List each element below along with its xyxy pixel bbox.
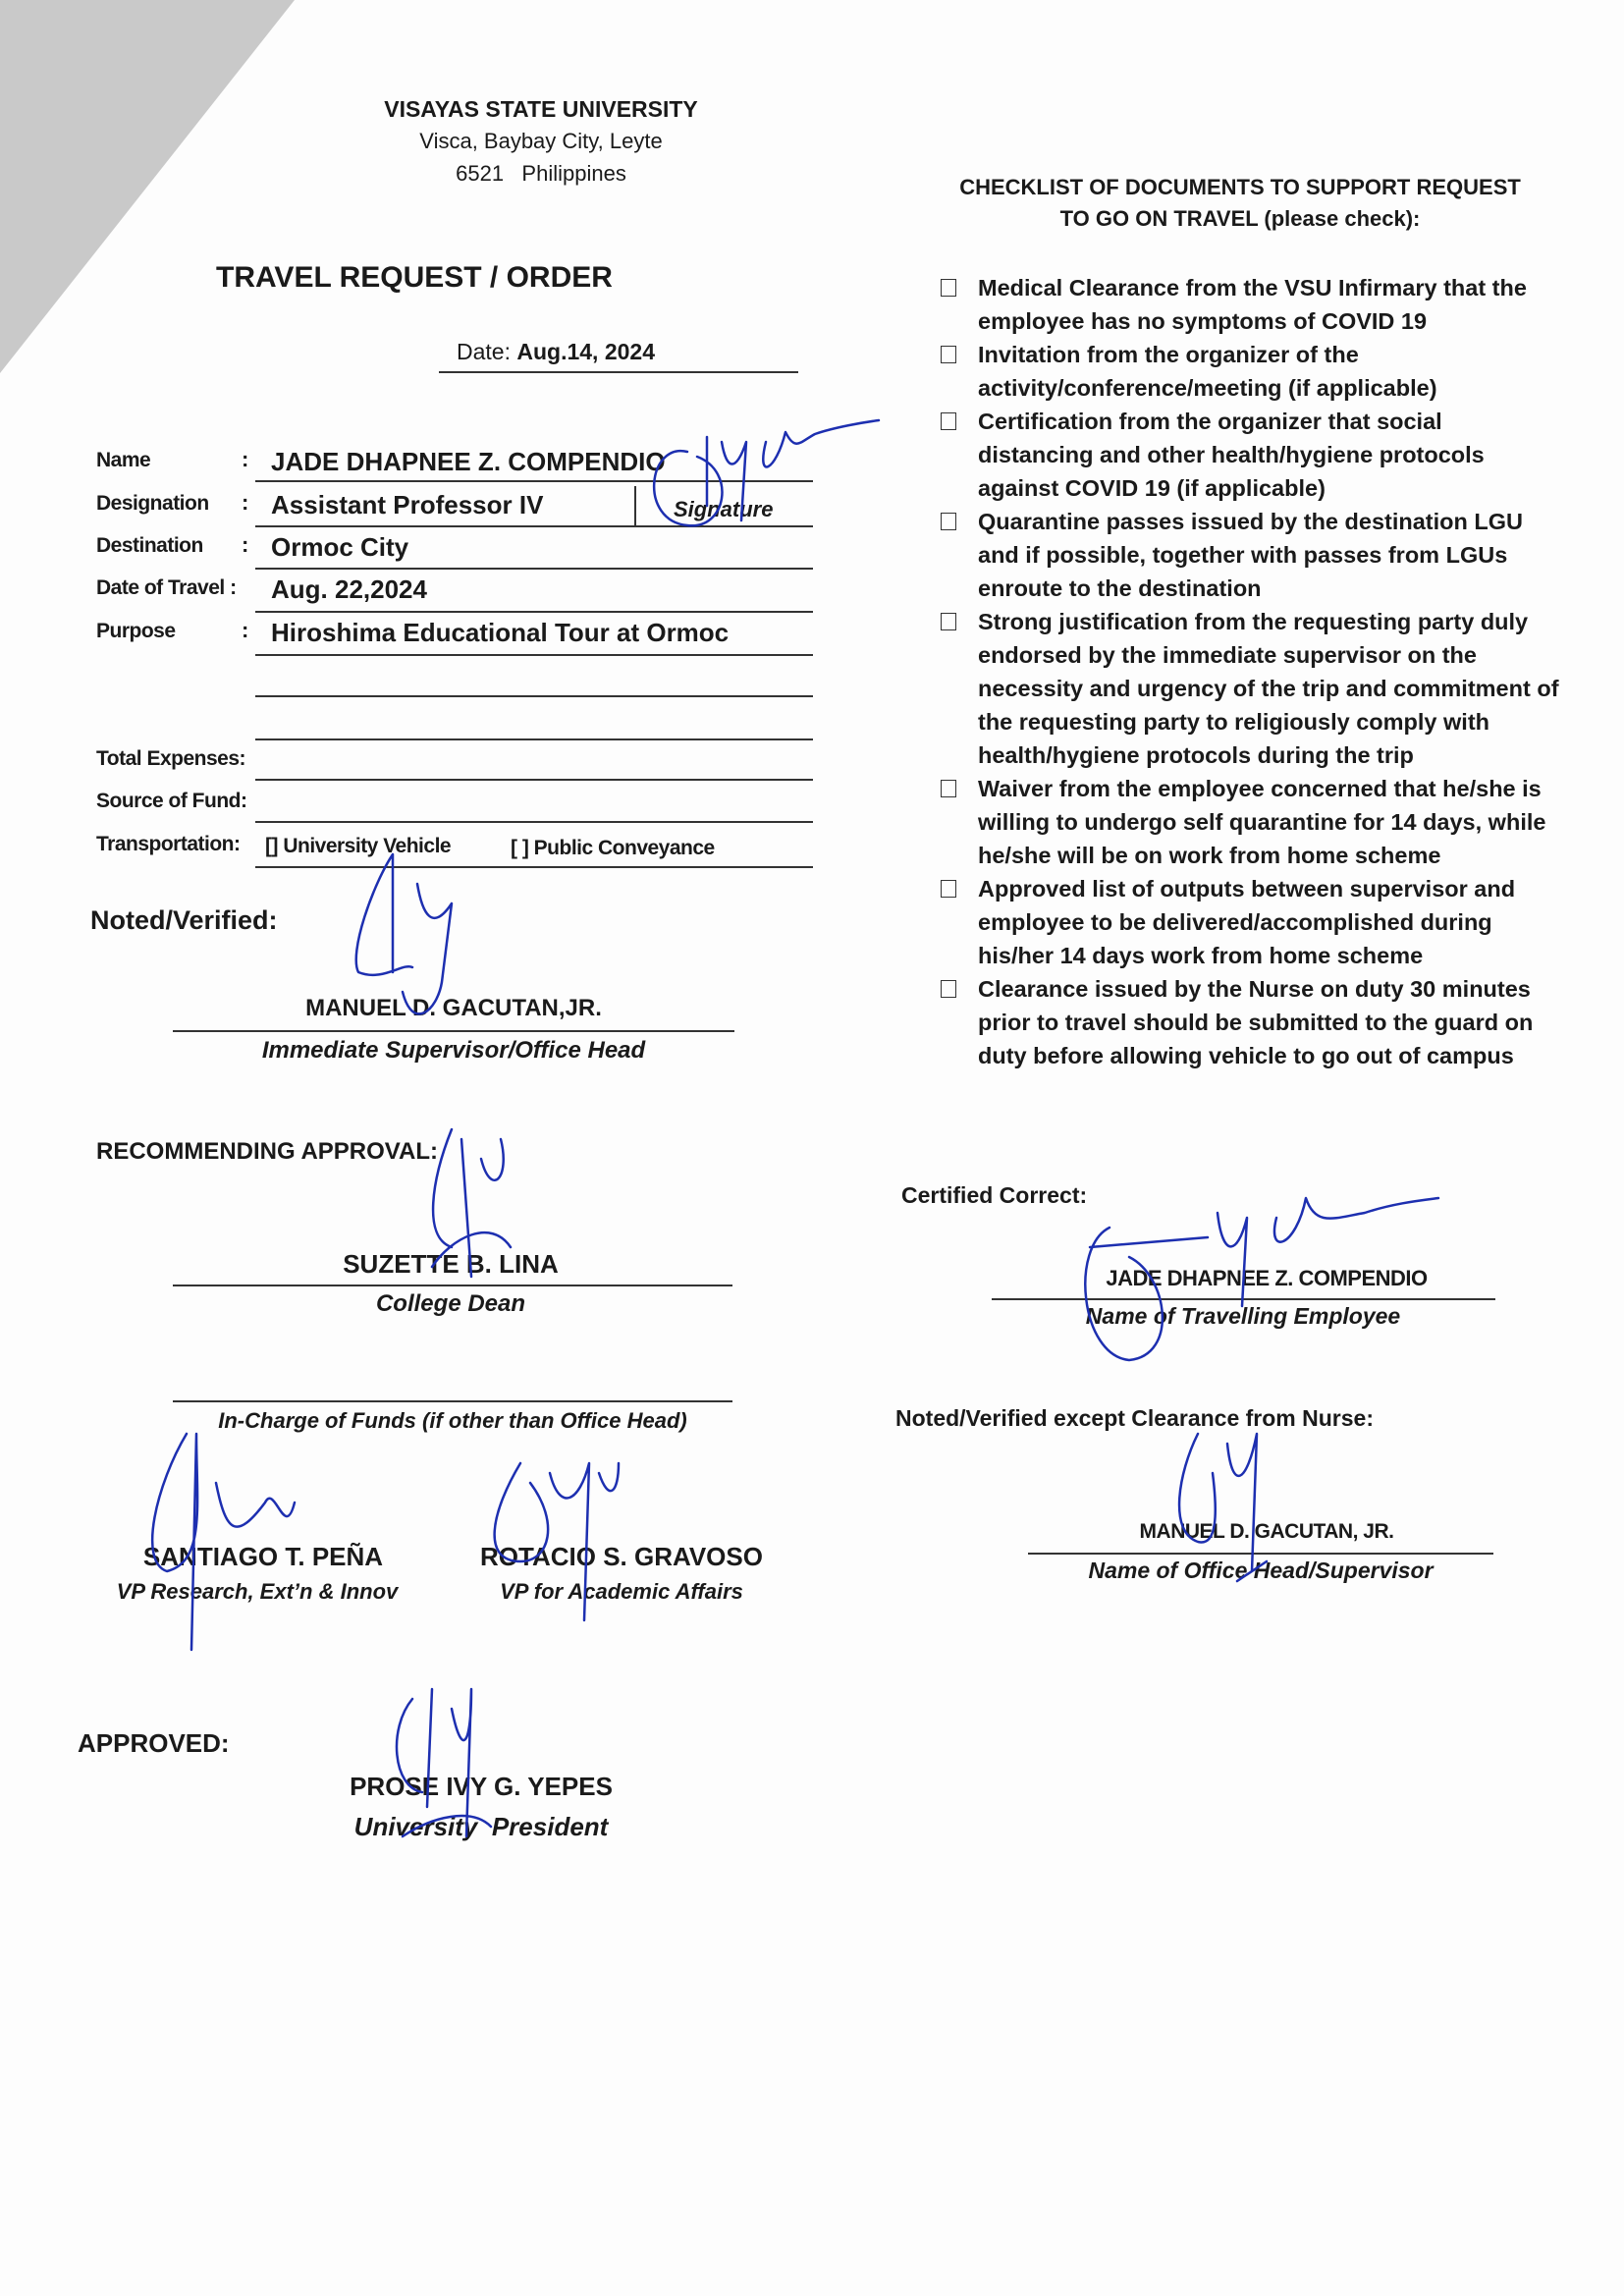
checkbox[interactable]	[941, 780, 956, 797]
date-value: Aug.14, 2024	[516, 339, 656, 364]
total-expenses-label: Total Expenses:	[96, 747, 245, 770]
address-line-2: 6521 Philippines	[456, 161, 626, 186]
vp-research-title: VP Research, Ext’n & Innov	[116, 1579, 399, 1604]
destination-value[interactable]: Ormoc City	[271, 532, 409, 562]
recommending-approval-label: RECOMMENDING APPROVAL:	[96, 1138, 438, 1165]
dean-signature-line	[173, 1285, 732, 1286]
checklist-item-text: Quarantine passes issued by the destination LGU and if possible, together with passes from LGUs enroute to the destination	[978, 509, 1523, 601]
certified-correct-label: Certified Correct:	[901, 1182, 1088, 1208]
purpose-underline-3	[255, 738, 813, 740]
designation-label: Designation	[96, 492, 209, 515]
supervisor-signature-line	[173, 1030, 734, 1032]
office-head-signature-line	[1028, 1553, 1493, 1555]
checkbox[interactable]	[941, 279, 956, 297]
president-name: PROSE IVY G. YEPES	[350, 1772, 613, 1801]
checklist-item-text: Waiver from the employee concerned that he/she is willing to undergo self quarantine for 14 days, while he/she will be on work from home scheme	[978, 776, 1546, 868]
supervisor-title: Immediate Supervisor/Office Head	[261, 1037, 646, 1064]
purpose-value[interactable]: Hiroshima Educational Tour at Ormoc	[271, 618, 730, 647]
vp-research-name: SANTIAGO T. PEÑA	[142, 1542, 384, 1571]
date-of-travel-label: Date of Travel :	[96, 576, 237, 599]
date-of-travel-underline	[255, 611, 813, 613]
colon: :	[242, 618, 249, 642]
president-title: University President	[353, 1812, 609, 1841]
checklist-item-text: Approved list of outputs between supervisor and employee to be delivered/accomplished during his/her 14 days work from home scheme	[978, 876, 1516, 968]
checkbox[interactable]	[941, 513, 956, 530]
checklist-item[interactable]	[941, 872, 1559, 972]
transport-university-vehicle[interactable]: [] University Vehicle	[265, 835, 452, 857]
office-head-title: Name of Office Head/Supervisor	[1088, 1558, 1434, 1583]
employee-name: JADE DHAPNEE Z. COMPENDIO	[1106, 1266, 1428, 1290]
university-name: VISAYAS STATE UNIVERSITY	[384, 96, 698, 122]
checklist-title-line-1: CHECKLIST OF DOCUMENTS TO SUPPORT REQUEST	[959, 175, 1521, 199]
name-label: Name	[96, 449, 151, 471]
checklist-item[interactable]	[941, 605, 1559, 772]
approved-label: APPROVED:	[78, 1728, 230, 1758]
noted-except-label: Noted/Verified except Clearance from Nurse:	[895, 1405, 1374, 1431]
dean-name: SUZETTE B. LINA	[343, 1249, 559, 1279]
page-fold-shadow	[0, 0, 295, 373]
colon: :	[242, 532, 249, 557]
checkbox[interactable]	[941, 613, 956, 630]
vp-academic-name: ROTACIO S. GRAVOSO	[480, 1542, 763, 1571]
transportation-label: Transportation:	[96, 833, 241, 855]
address-line-1: Visca, Baybay City, Leyte	[419, 129, 663, 153]
vp-academic-title: VP for Academic Affairs	[500, 1579, 743, 1604]
checkbox[interactable]	[941, 980, 956, 998]
purpose-underline	[255, 654, 813, 656]
transport-public-conveyance[interactable]: [ ] Public Conveyance	[511, 837, 715, 859]
signature-divider	[634, 486, 636, 525]
date-of-travel-label-text: Date of Travel	[96, 576, 225, 599]
date-label: Date:	[457, 339, 511, 364]
checkbox[interactable]	[941, 346, 956, 363]
in-charge-signature-line	[173, 1400, 732, 1402]
date-field	[457, 339, 655, 365]
dean-title: College Dean	[375, 1290, 526, 1317]
name-value[interactable]: JADE DHAPNEE Z. COMPENDIO	[271, 447, 666, 476]
office-head-name: MANUEL D. GACUTAN, JR.	[1139, 1520, 1394, 1543]
in-charge-title: In-Charge of Funds (if other than Office Head)	[218, 1408, 687, 1433]
document-title: TRAVEL REQUEST / ORDER	[216, 261, 613, 294]
total-expenses-field	[255, 779, 813, 781]
checkbox[interactable]	[941, 880, 956, 898]
checkbox[interactable]	[941, 412, 956, 430]
date-of-travel-value[interactable]: Aug. 22,2024	[271, 574, 427, 604]
checklist-item-text: Strong justification from the requesting party duly endorsed by the immediate supervisor on the necessity and urgency of the trip and commitment of the requesting party to religiously comply with health/hygiene protocols during the trip	[978, 609, 1559, 768]
checklist-title-line-2: TO GO ON TRAVEL (please check):	[1059, 206, 1421, 231]
purpose-underline-2	[255, 695, 813, 697]
checklist-item-text: Medical Clearance from the VSU Infirmary that the employee has no symptoms of COVID 19	[978, 275, 1527, 334]
source-of-fund-label: Source of Fund:	[96, 790, 247, 812]
noted-verified-label: Noted/Verified:	[90, 905, 278, 935]
checklist-item-text: Certification from the organizer that social distancing and other health/hygiene protocols against COVID 19 (if applicable)	[978, 409, 1485, 501]
designation-underline	[255, 525, 813, 527]
employee-signature-line	[992, 1298, 1495, 1300]
checklist-item[interactable]	[941, 505, 1559, 605]
transportation-underline	[255, 866, 813, 868]
name-underline	[255, 480, 813, 482]
checklist	[941, 271, 1569, 1072]
checklist-item[interactable]	[941, 772, 1559, 872]
checklist-item-text: Invitation from the organizer of the activity/conference/meeting (if applicable)	[978, 342, 1437, 401]
checklist-item[interactable]	[941, 338, 1559, 405]
source-of-fund-field	[255, 821, 813, 823]
signature-label: Signature	[674, 497, 774, 521]
colon: :	[242, 490, 249, 515]
checklist-item[interactable]	[941, 972, 1559, 1072]
employee-title: Name of Travelling Employee	[1085, 1303, 1401, 1329]
destination-underline	[255, 568, 813, 570]
checklist-item[interactable]	[941, 271, 1559, 338]
date-underline	[439, 371, 798, 373]
checklist-item-text: Clearance issued by the Nurse on duty 30 minutes prior to travel should be submitted to the guard on duty before allowing vehicle to go out of campus	[978, 976, 1534, 1068]
checklist-item[interactable]	[941, 405, 1559, 505]
destination-label: Destination	[96, 534, 203, 557]
supervisor-name: MANUEL D. GACUTAN,JR.	[305, 995, 602, 1021]
designation-value[interactable]: Assistant Professor IV	[271, 490, 544, 519]
colon: :	[242, 447, 249, 471]
purpose-label: Purpose	[96, 620, 176, 642]
